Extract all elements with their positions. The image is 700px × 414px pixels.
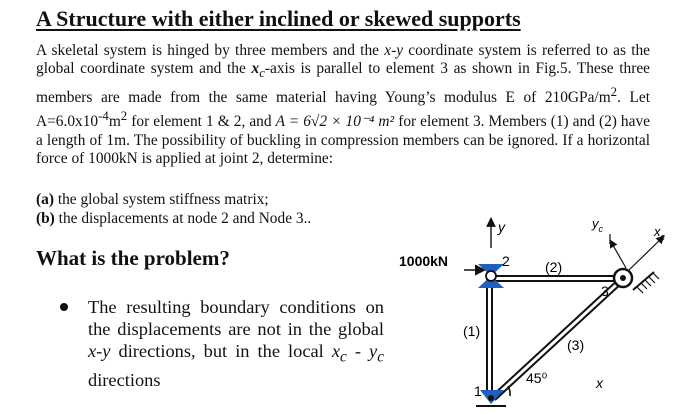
bullet-xy: x-y [88,341,111,361]
structure-figure [392,210,700,414]
task-label: (a) [36,191,54,208]
xc-axis-symbol: x [654,224,661,239]
node3-pin [620,275,626,281]
bullet-item [60,296,384,391]
bullet-text-part: - [346,341,370,361]
x-axis-label: x [596,375,603,391]
task-list [36,190,311,228]
page-title: A Structure with either inclined or skewed supports [36,6,521,31]
task-text: the global system stiffness matrix; [57,191,269,208]
para-text: m [108,113,121,131]
y-axis-label: y [498,219,505,235]
member-3-edge [495,282,623,400]
bullet-icon [60,303,68,311]
bullet-yc: y [369,341,378,361]
para-sup: 2 [120,109,128,124]
para-text: for element 3. Members (1) and (2) have a length of 1m. The possibility of buckling in compression members can be ignored. If a horizontal force of 1000kN is applied at joint 2, determine: [36,113,650,168]
bullet-xc: x [331,341,340,361]
task-label: (b) [36,210,55,227]
task-text: the displacements at node 2 and Node 3.. [58,210,312,227]
angle-label: 45⁰ [526,370,548,386]
area-formula: A = 6√2 × 10⁻⁴ m² [275,113,395,131]
node1-pin [488,395,494,401]
node2-label: 2 [502,253,510,269]
bullet-text-part: The resulting boundary conditions on the displacements are not in the global [88,297,384,339]
yc-axis-sub: c [598,224,603,234]
bullet-xc-sub: c [340,348,347,366]
yc-axis-label [591,216,604,234]
bullet-text-part: directions [88,369,161,390]
yc-axis-arrow [610,240,626,268]
para-text: for element 1 & 2, and [127,113,276,131]
task-item [36,190,311,209]
para-text: A skeletal system is hinged by three members and the [36,42,385,59]
para-sup: -4 [98,109,109,124]
para-sup: 2 [610,84,618,99]
bullet-text [88,296,384,391]
question-heading: What is the problem? [36,246,230,270]
force-label: 1000kN [399,253,449,269]
node1-label: 1 [474,383,482,399]
para-xy: x-y [384,42,404,59]
node3-label: 3 [601,283,609,299]
bullet-text-part: directions, but in the local [110,341,332,361]
para-xc: x [251,60,260,78]
task-item [36,209,311,228]
para-text: . Let A=6.0x10 [36,89,650,131]
node2-pin [486,271,496,281]
yc-axis-symbol: y [592,216,599,231]
member3-label: (3) [567,337,585,353]
xc-axis-arrow [629,236,664,270]
node3-inclined-ground [633,272,654,290]
member2-label: (2) [545,259,563,275]
xc-axis-label [653,224,666,242]
para-xc-sub: c [259,66,265,81]
para-text: coordinate system is referred to as the global coordinate system and the [36,42,651,78]
member1-label: (1) [463,323,481,339]
bullet-yc-sub: c [377,348,384,366]
para-text: -axis is parallel to element 3 as shown in Fig.5. These three members are made from the same material having Young’s modulus E of 210GPa/m [36,60,650,107]
xc-axis-sub: c [660,232,665,242]
problem-statement [36,42,650,169]
